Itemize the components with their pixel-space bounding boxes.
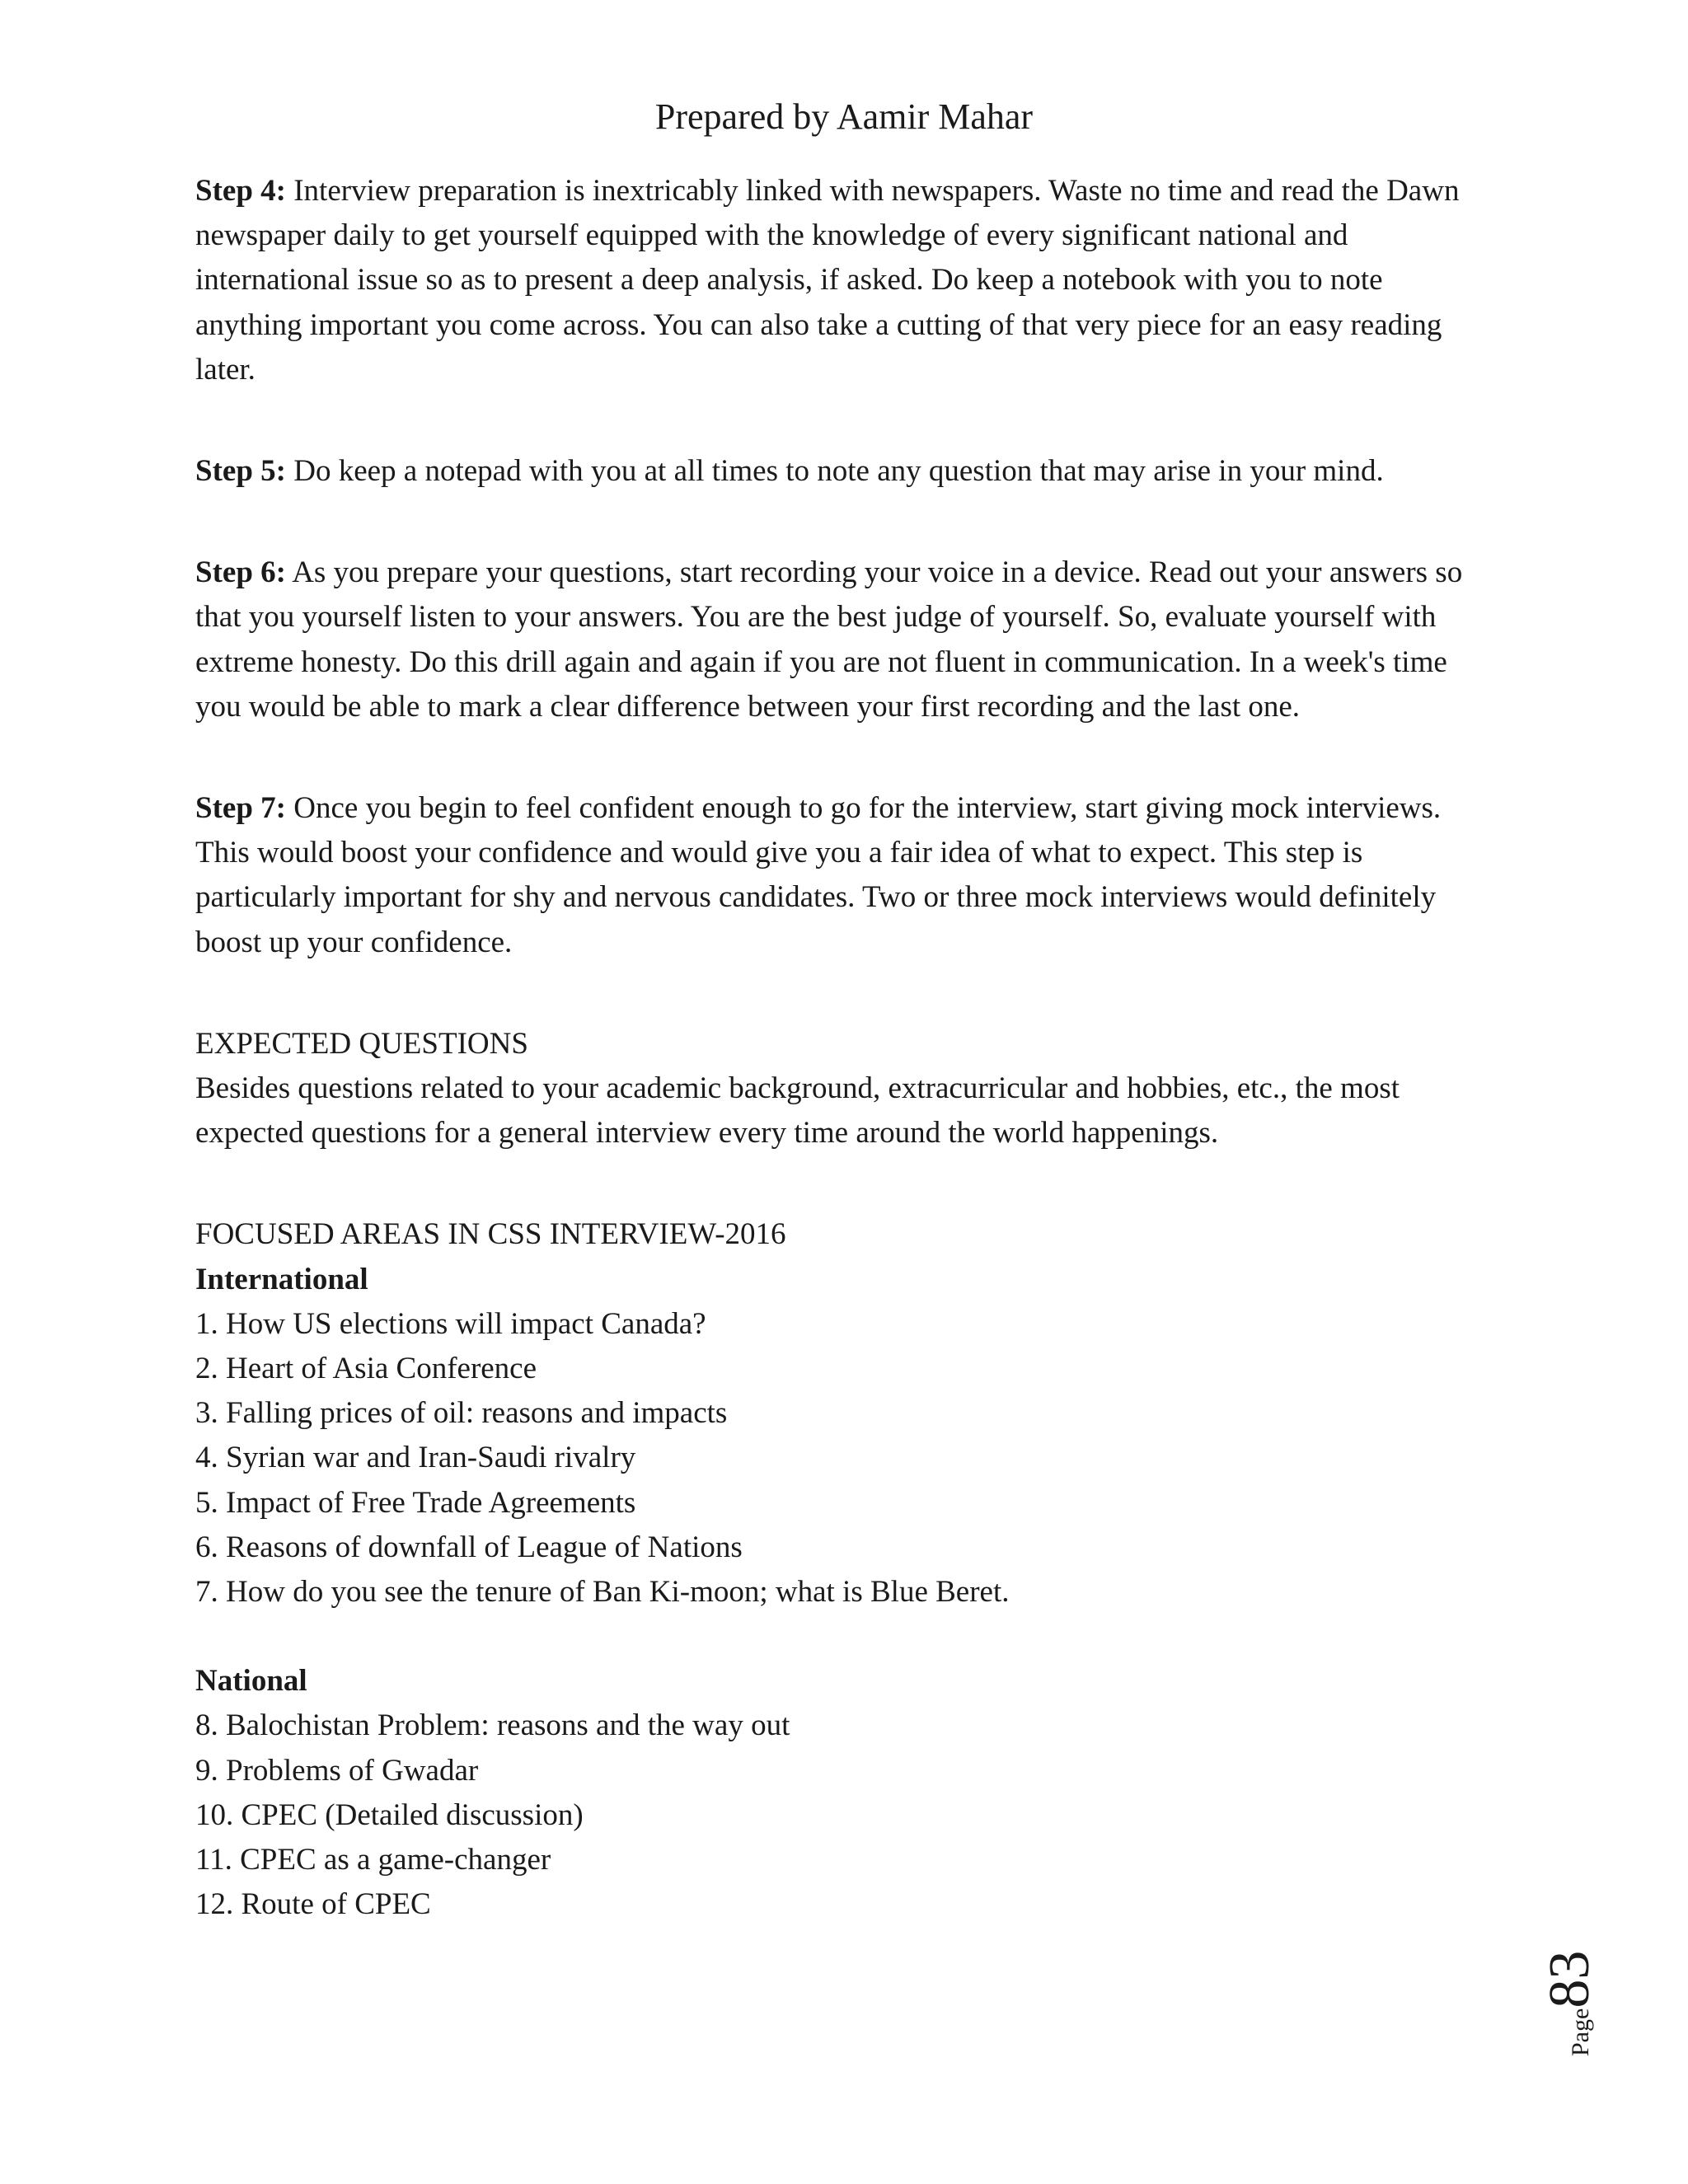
page-number: 83: [1538, 1950, 1601, 2008]
step-4-label: Step 4:: [195, 174, 286, 208]
national-heading: National: [195, 1664, 307, 1699]
page-number-rotated: [1538, 1924, 1607, 2056]
list-item: 1. How US elections will impact Canada?: [195, 1306, 706, 1341]
list-item: 8. Balochistan Problem: reasons and the way out: [195, 1708, 790, 1743]
list-item: 12. Route of CPEC: [195, 1887, 431, 1922]
focused-areas-heading: FOCUSED AREAS IN CSS INTERVIEW-2016: [195, 1217, 786, 1252]
international-heading: International: [195, 1262, 368, 1296]
expected-questions-text: Besides questions related to your academic background, extracurricular and hobbies, etc., the most expected questions for a general interview every time around the world happenings.: [195, 1071, 1400, 1151]
step-7-paragraph: [195, 786, 1481, 965]
step-6-paragraph: [195, 551, 1481, 729]
page-content: [195, 169, 1481, 1928]
step-4-text: Interview preparation is inextricably linked with newspapers. Waste no time and read the Dawn newspaper daily to get yourself equipped with the knowledge of every significant national and international issue so as to present a deep analysis, if asked. Do keep a notebook with you to note anything important you come across. You can also take a cutting of that very piece for an easy reading later.: [195, 174, 1460, 387]
list-item: 10. CPEC (Detailed discussion): [195, 1797, 584, 1832]
spacer: [195, 1615, 1481, 1659]
list-item: 2. Heart of Asia Conference: [195, 1352, 537, 1386]
list-item: 6. Reasons of downfall of League of Nations: [195, 1530, 743, 1564]
national-list: [195, 1704, 1481, 1927]
step-7-text: Once you begin to feel confident enough to go for the interview, start giving mock interviews. This would boost your confidence and would give you a fair idea of what to expect. This step is particularly important for shy and nervous candidates. Two or three mock interviews would definitely boost up your confidence.: [195, 791, 1442, 959]
list-item: 5. Impact of Free Trade Agreements: [195, 1485, 636, 1520]
list-item: 3. Falling prices of oil: reasons and impacts: [195, 1396, 728, 1431]
step-4-paragraph: [195, 169, 1481, 392]
page-word: Page: [1567, 2008, 1594, 2056]
step-5-label: Step 5:: [195, 454, 286, 489]
step-6-label: Step 6:: [195, 555, 286, 590]
step-7-label: Step 7:: [195, 791, 286, 826]
list-item: 9. Problems of Gwadar: [195, 1753, 479, 1788]
list-item: 11. CPEC as a game-changer: [195, 1843, 551, 1877]
step-5-paragraph: [195, 449, 1481, 494]
page-number-block: [1538, 1924, 1601, 2056]
list-item: 7. How do you see the tenure of Ban Ki-moon; what is Blue Beret.: [195, 1575, 1010, 1610]
expected-questions-heading: EXPECTED QUESTIONS: [195, 1026, 528, 1061]
step-6-text: As you prepare your questions, start recording your voice in a device. Read out your answers so that you yourself listen to your answers. You are the best judge of yourself. So, evaluate yourself with extreme honesty. Do this drill again and again if you are not fluent in communication. In a week's time you would be able to mark a clear difference between your first recording and the last one.: [195, 555, 1463, 724]
step-5-text: Do keep a notepad with you at all times to note any question that may arise in your mind.: [285, 454, 1384, 489]
list-item: 4. Syrian war and Iran-Saudi rivalry: [195, 1441, 636, 1475]
page-header: Prepared by Aamir Mahar: [654, 96, 1034, 137]
international-list: [195, 1302, 1481, 1615]
